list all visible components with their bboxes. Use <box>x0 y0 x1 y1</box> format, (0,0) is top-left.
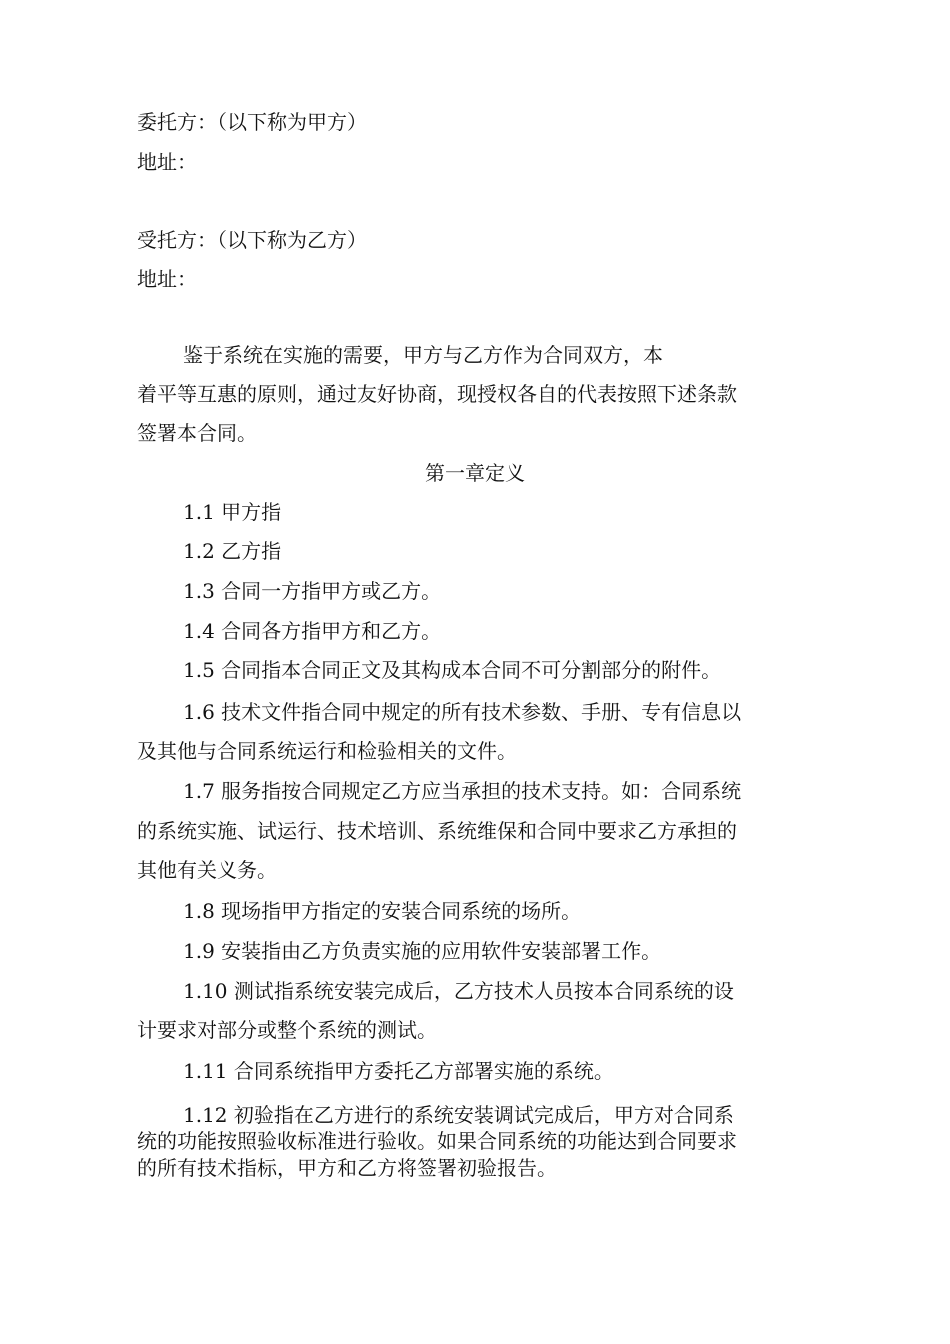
clause-1-11: 1.11 合同系统指甲方委托乙方部署实施的系统。 <box>183 1059 614 1083</box>
clause-1-7-line-3: 其他有关义务。 <box>137 858 277 882</box>
agent-label: 受托方：（以下称为乙方） <box>137 228 367 252</box>
principal-address: 地址： <box>137 150 197 174</box>
clause-1-8: 1.8 现场指甲方指定的安装合同系统的场所。 <box>183 899 582 923</box>
preamble-line-2: 着平等互惠的原则，通过友好协商，现授权各自的代表按照下述条款 <box>137 382 737 406</box>
agent-address: 地址： <box>137 267 197 291</box>
clause-1-6-line-2: 及其他与合同系统运行和检验相关的文件。 <box>137 739 517 763</box>
clause-1-7-line-1: 1.7 服务指按合同规定乙方应当承担的技术支持。如：合同系统 <box>183 779 742 803</box>
chapter-title: 第一章定义 <box>425 461 525 485</box>
clause-1-12-line-1: 1.12 初验指在乙方进行的系统安装调试完成后，甲方对合同系 <box>183 1103 734 1127</box>
clause-1-4: 1.4 合同各方指甲方和乙方。 <box>183 619 442 643</box>
clause-1-1: 1.1 甲方指 <box>183 500 282 524</box>
clause-1-10-line-2: 计要求对部分或整个系统的测试。 <box>137 1018 437 1042</box>
preamble-line-1: 鉴于系统在实施的需要，甲方与乙方作为合同双方，本 <box>183 343 663 367</box>
clause-1-10-line-1: 1.10 测试指系统安装完成后，乙方技术人员按本合同系统的设 <box>183 979 734 1003</box>
clause-1-12-line-2: 统的功能按照验收标准进行验收。如果合同系统的功能达到合同要求 <box>137 1129 737 1153</box>
clause-1-3: 1.3 合同一方指甲方或乙方。 <box>183 579 442 603</box>
clause-1-7-line-2: 的系统实施、试运行、技术培训、系统维保和合同中要求乙方承担的 <box>137 819 737 843</box>
clause-1-2: 1.2 乙方指 <box>183 539 282 563</box>
preamble-line-3: 签署本合同。 <box>137 421 257 445</box>
clause-1-9: 1.9 安装指由乙方负责实施的应用软件安装部署工作。 <box>183 939 662 963</box>
principal-label: 委托方：（以下称为甲方） <box>137 110 367 134</box>
clause-1-5: 1.5 合同指本合同正文及其构成本合同不可分割部分的附件。 <box>183 658 722 682</box>
clause-1-12-line-3: 的所有技术指标，甲方和乙方将签署初验报告。 <box>137 1156 557 1180</box>
clause-1-6-line-1: 1.6 技术文件指合同中规定的所有技术参数、手册、专有信息以 <box>183 700 742 724</box>
